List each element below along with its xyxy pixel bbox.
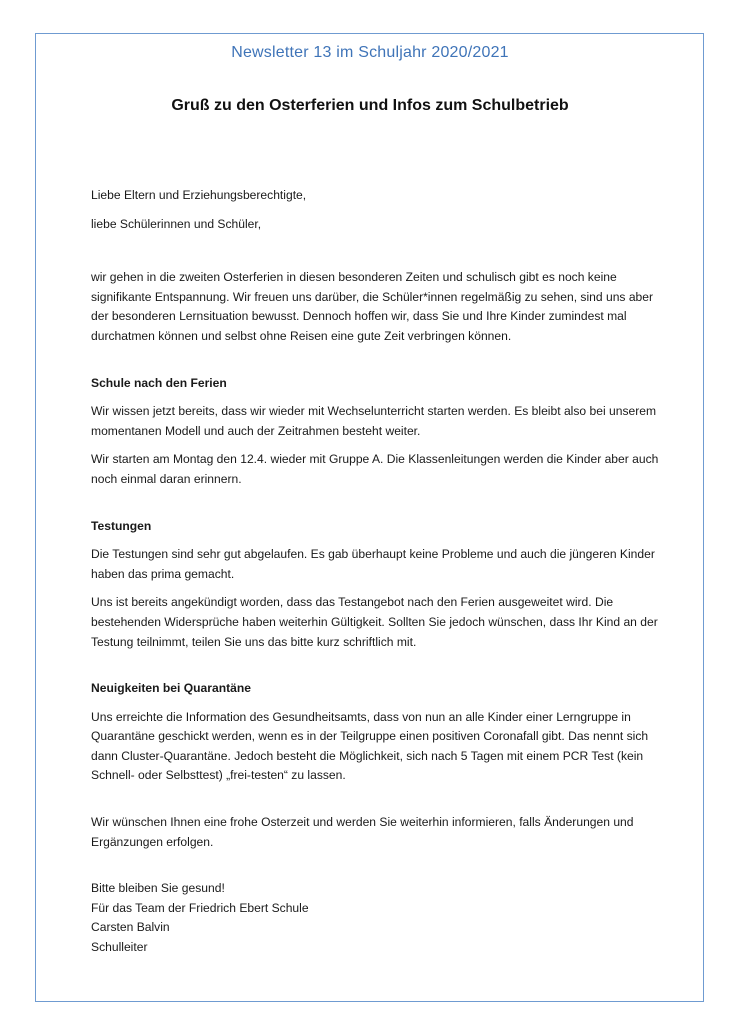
section-testungen-paragraph-2: Uns ist bereits angekündigt worden, dass das Testangebot nach den Ferien ausgeweitet wird. Die bestehenden Widersprüche haben weiterhin Gültigkeit. Sollten Sie jedoch wünschen, dass Ihr Kind an der Testung teilnimmt, teilen Sie uns das bitte kurz schriftlich mit. [91, 595, 658, 649]
signature-line-2: Für das Team der Friedrich Ebert Schule [91, 900, 309, 915]
greeting-line-1: Liebe Eltern und Erziehungsberechtigte, [91, 188, 307, 202]
page-title: Gruß zu den Osterferien und Infos zum Schulbetrieb [171, 97, 569, 114]
section-heading-quarantaene: Neuigkeiten bei Quarantäne [91, 681, 251, 696]
signature-line-3: Carsten Balvin [91, 920, 170, 935]
newsletter-header: Newsletter 13 im Schuljahr 2020/2021 [231, 44, 509, 61]
section-heading-testungen: Testungen [91, 518, 152, 533]
closing-paragraph: Wir wünschen Ihnen eine frohe Osterzeit und werden Sie weiterhin informieren, falls Änderungen und Ergänzungen erfolgen. [91, 815, 634, 849]
section-schule-paragraph-2: Wir starten am Montag den 12.4. wieder mit Gruppe A. Die Klassenleitungen werden die Kinder aber auch noch einmal daran erinnern. [91, 452, 659, 486]
signature-line-4: Schulleiter [91, 940, 148, 955]
section-schule-paragraph-1: Wir wissen jetzt bereits, dass wir wieder mit Wechselunterricht starten werden. Es bleibt also bei unserem momentanen Modell und auch der Zeitrahmen besteht weiter. [91, 404, 657, 438]
section-heading-schule: Schule nach den Ferien [91, 375, 227, 390]
letter-body [91, 186, 661, 958]
section-quarantaene-paragraph-1: Uns erreichte die Information des Gesundheitsamts, dass von nun an alle Kinder einer Lerngruppe in Quarantäne geschickt werden, wenn es in der Teilgruppe einen positiven Coronafall gibt. Das nennt sich dann Cluster-Quarantäne. Jedoch besteht die Möglichkeit, sich nach 5 Tagen mit einem PCR Test (kein Schnell- oder Selbsttest) „frei-testen“ zu lassen. [91, 709, 649, 783]
signature-line-1: Bitte bleiben Sie gesund! [91, 881, 225, 896]
section-testungen-paragraph-1: Die Testungen sind sehr gut abgelaufen. Es gab überhaupt keine Probleme und auch die jüngeren Kinder haben das prima gemacht. [91, 547, 655, 581]
intro-paragraph: wir gehen in die zweiten Osterferien in diesen besonderen Zeiten und schulisch gibt es noch keine signifikante Entspannung. Wir freuen uns darüber, die Schüler*innen regelmäßig zu sehen, sind uns aber der besonderen Lernsituation bewusst. Dennoch hoffen wir, dass Sie und Ihre Kinder zumindest mal durchatmen können und selbst ohne Reisen eine gute Zeit verbringen können. [91, 270, 654, 343]
greeting-line-2: liebe Schülerinnen und Schüler, [91, 216, 262, 231]
